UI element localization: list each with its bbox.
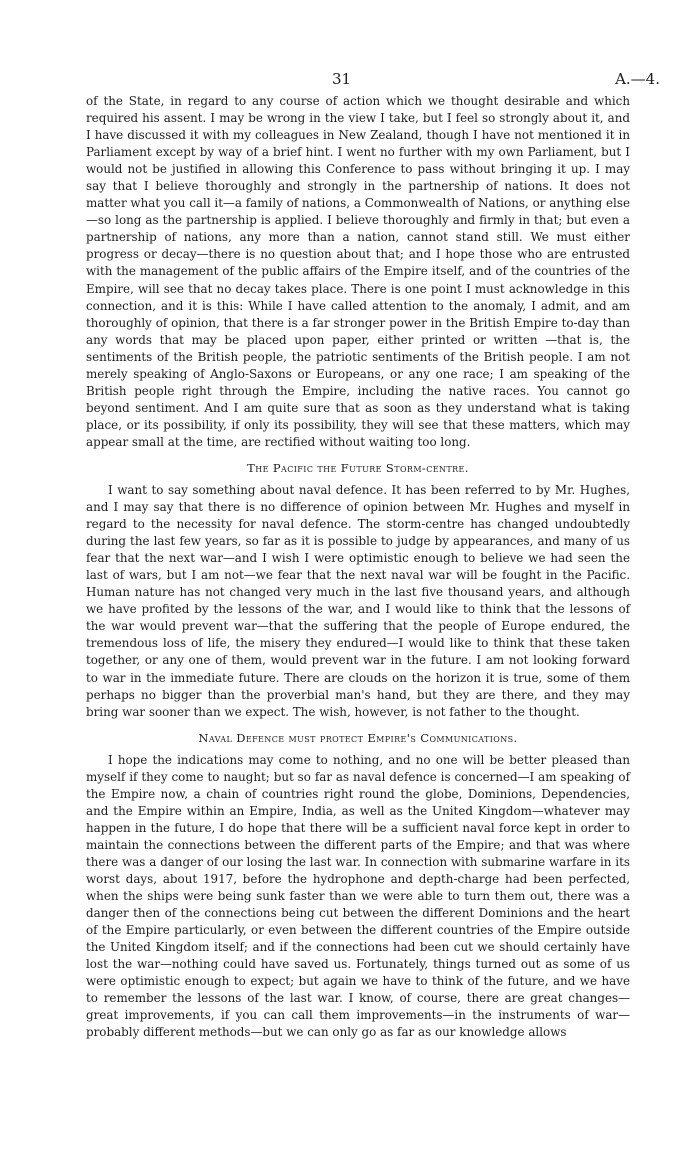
body-text xyxy=(86,93,630,1041)
page-number: 31 xyxy=(332,70,352,88)
document-reference: A.—4. xyxy=(615,70,660,88)
paragraph-continuation: of the State, in regard to any course of action which we thought desirable and which required his assent. I may be wrong in the view I take, but I feel so strongly about it, and I have discussed it with my colleagues in New Zealand, though I have not mentioned it in Parliament except by way of a brief hint. I went no further with my own Parliament, but I would not be justified in allowing this Conference to pass without bringing it up. I may say that I believe thoroughly and strongly in the partnership of nations. It does not matter what you call it—a family of nations, a Commonwealth of Nations, or anything else—so long as the partnership is applied. I believe thoroughly and firmly in that; but even a partnership of nations, any more than a nation, cannot stand still. We must either progress or decay—there is no question about that; and I hope those who are entrusted with the management of the public affairs of the Empire itself, and of the countries of the Empire, will see that no decay takes place. There is one point I must acknowledge in this connection, and it is this: While I have called attention to the anomaly, I admit, and am thoroughly of opinion, that there is a far stronger power in the British Empire to-day than any words that may be placed upon paper, either printed or written —that is, the sentiments of the British people, the patriotic sentiments of the British people. I am not merely speaking of Anglo-Saxons or Europeans, or any one race; I am speaking of the British people right through the Empire, including the native races. You cannot go beyond sentiment. And I am quite sure that as soon as they understand what is taking place, or its possibility, if only its possibility, they will see that these matters, which may appear small at the time, are rectified without waiting too long. xyxy=(86,94,630,449)
paragraph-empire-communications: I hope the indications may come to nothing, and no one will be better pleased than myself if they come to naught; but so far as naval defence is concerned—I am speaking of the Empire now, a chain of countries right round the globe, Dominions, Dependencies, and the Empire within an Empire, India, as well as the United Kingdom—whatever may happen in the future, I do hope that there will be a sufficient naval force kept in order to maintain the connections between the different parts of the Empire; and that was where there was a danger of our losing the last war. In connection with submarine warfare in its worst days, about 1917, before the hydrophone and depth-charge had been perfected, when the ships were being sunk faster than we were able to turn them out, there was a danger then of the connections being cut between the different Dominions and the heart of the Empire particularly, or even between the different countries of the Empire outside the United Kingdom itself; and if the connections had been cut we should certainly have lost the war—nothing could have saved us. Fortunately, things turned out as some of us were optimistic enough to expect; but again we have to think of the future, and we have to remember the lessons of the last war. I know, of course, there are great changes—great improvements, if you can call them improvements—in the instruments of war—probably different methods—but we can only go as far as our knowledge allows xyxy=(86,752,630,1040)
section-heading-empire-communications: Naval Defence must protect Empire's Communications. xyxy=(198,730,518,745)
section-heading-pacific-storm-centre: The Pacific the Future Storm-centre. xyxy=(247,460,469,475)
paragraph-naval-defence: I want to say something about naval defence. It has been referred to by Mr. Hughes, and I may say that there is no difference of opinion between Mr. Hughes and myself in regard to the necessity for naval defence. The storm-centre has changed undoubtedly during the last few years, so far as it is possible to judge by appearances, and many of us fear that the next war—and I wish I were optimistic enough to believe we had seen the last of wars, but I am not—we fear that the next naval war will be fought in the Pacific. Human nature has not changed very much in the last five thousand years, and although we have profited by the lessons of the war, and I would like to think that the lessons of the war would prevent war—that the suffering that the people of Europe endured, the tremendous loss of life, the misery they endured—I would like to think that these taken together, or any one of them, would prevent war in the future. I am not looking forward to war in the immediate future. There are clouds on the horizon it is true, some of them perhaps no bigger than the proverbial man's hand, but they are there, and they may bring war sooner than we expect. The wish, however, is not father to the thought. xyxy=(86,482,630,719)
